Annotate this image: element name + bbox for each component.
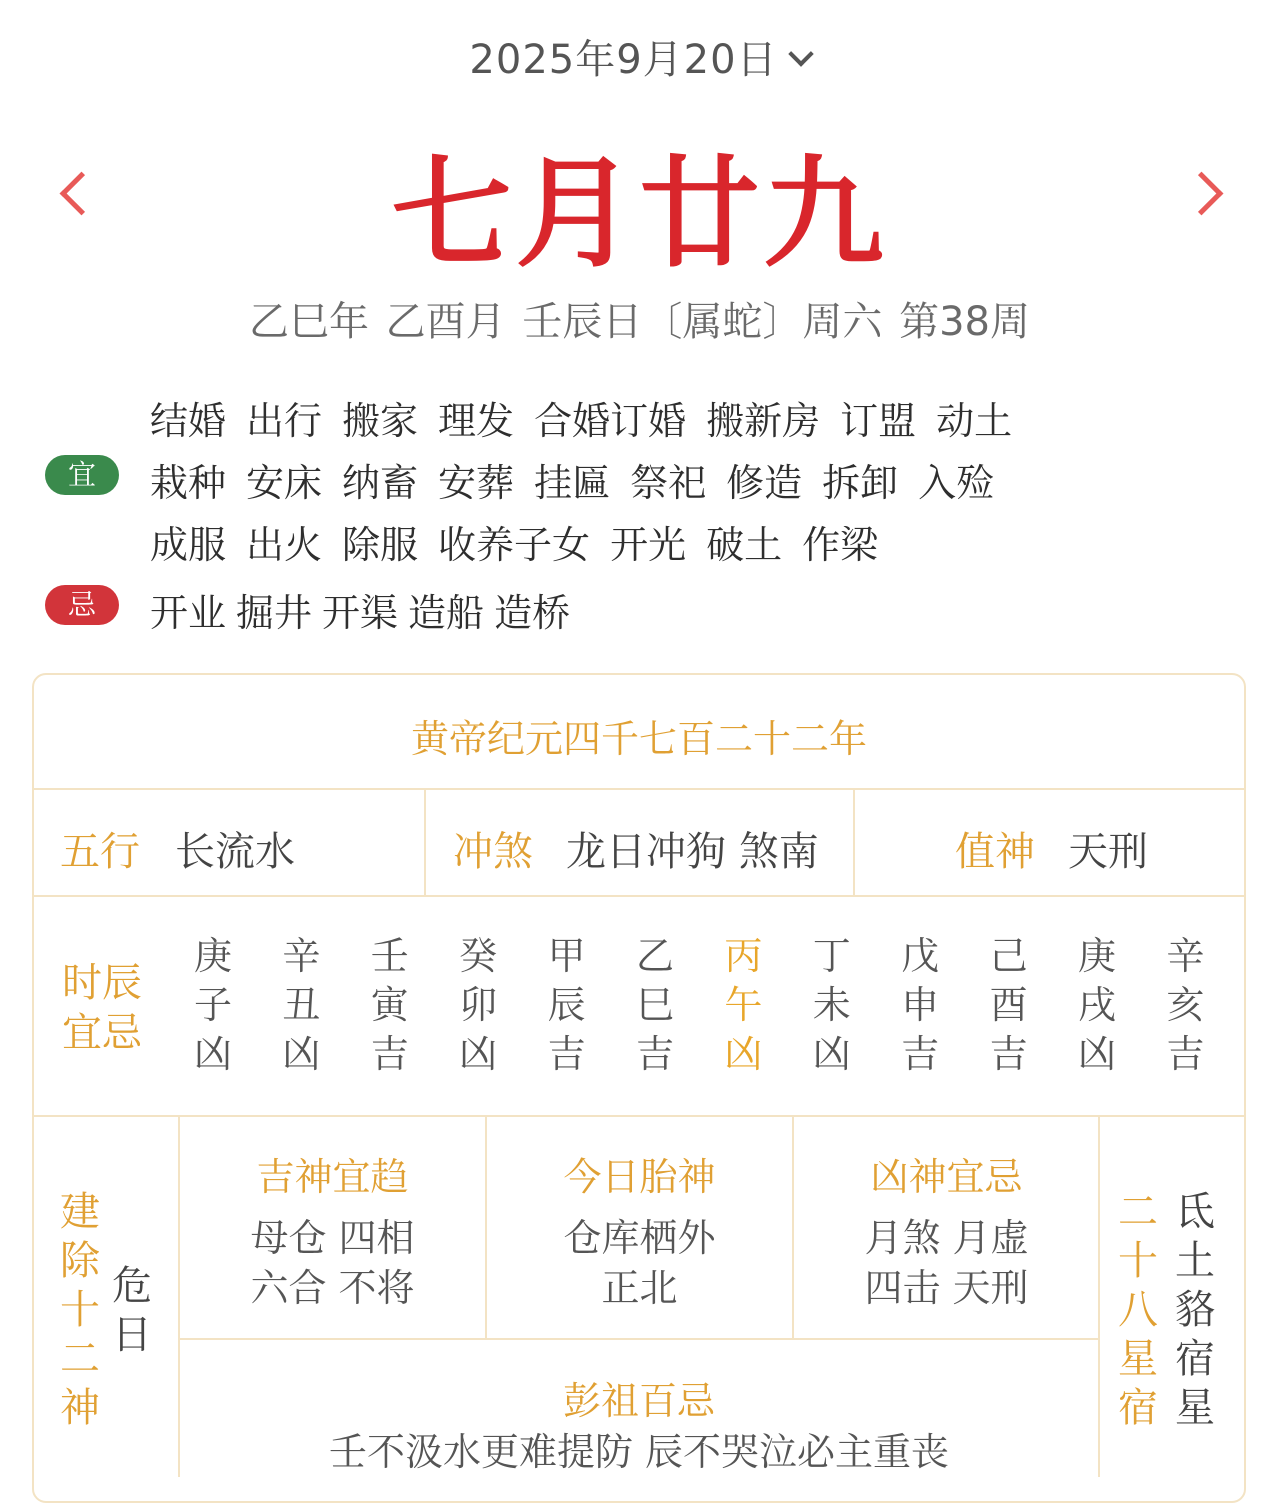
- yi-item: 搬新房: [706, 399, 821, 443]
- hour-branch: 巳: [635, 983, 674, 1027]
- lunar-date: 七月廿九: [391, 143, 888, 284]
- yi-item: 出火: [246, 523, 323, 567]
- hour-stem: 辛: [1166, 934, 1205, 978]
- ganzhi-line: 乙巳年 乙酉月 壬辰日〔属蛇〕周六 第38周: [248, 299, 1031, 345]
- xingxiu-label-char: 八: [1118, 1287, 1158, 1333]
- yi-line-3: [150, 514, 898, 569]
- divider: [33, 895, 1245, 897]
- hour-column: [802, 932, 862, 1079]
- jianchu-label-char: 建: [60, 1189, 100, 1235]
- divider: [853, 790, 855, 895]
- zhishen-label: 值神: [955, 829, 1035, 875]
- hour-column: [537, 932, 597, 1079]
- hour-branch: 丑: [282, 983, 321, 1027]
- divider: [424, 790, 426, 895]
- hour-branch: 卯: [459, 983, 498, 1027]
- xingxiu-label-char: 宿: [1118, 1385, 1158, 1431]
- hour-stem: 戊: [901, 934, 940, 978]
- hours-label-line: 时辰: [62, 960, 142, 1006]
- hour-column: [271, 932, 331, 1079]
- xingxiu-value-char: 宿: [1175, 1336, 1215, 1382]
- xiongshen-title: 凶神宜忌: [870, 1155, 1023, 1199]
- hour-luck: 吉: [635, 1032, 674, 1076]
- date-picker[interactable]: [0, 28, 1279, 85]
- yi-item: 安葬: [438, 461, 515, 505]
- yi-item: 作梁: [802, 523, 879, 567]
- hour-branch: 戌: [1077, 983, 1116, 1027]
- yi-item: 开光: [610, 523, 687, 567]
- ji-item: 造船: [408, 591, 485, 635]
- xingxiu-value: [1173, 1188, 1217, 1433]
- ji-item: 造桥: [494, 591, 571, 635]
- jianchu-label-char: 除: [60, 1238, 100, 1284]
- yi-line-2: [150, 452, 1014, 507]
- hour-luck: 凶: [193, 1032, 232, 1076]
- xingxiu-value-char: 氐: [1175, 1189, 1215, 1235]
- hour-stem: 甲: [547, 934, 586, 978]
- hour-branch: 午: [724, 983, 763, 1027]
- wuxing-label: 五行: [60, 829, 140, 875]
- jishen-body: [180, 1213, 485, 1313]
- hour-column: [183, 932, 243, 1079]
- zhishen-value: 天刑: [1068, 829, 1148, 875]
- yi-item: 成服: [150, 523, 227, 567]
- yi-item: 订盟: [840, 399, 917, 443]
- hour-stem: 癸: [459, 934, 498, 978]
- xiongshen-body: [794, 1213, 1099, 1313]
- hour-luck: 吉: [901, 1032, 940, 1076]
- taishen-line: 仓库栖外: [563, 1216, 716, 1260]
- yi-item: 纳畜: [342, 461, 419, 505]
- xiongshen-line: 四击 天刑: [864, 1266, 1029, 1310]
- xingxiu-label: [1116, 1188, 1160, 1433]
- hour-stem: 己: [989, 934, 1028, 978]
- hour-luck: 吉: [370, 1032, 409, 1076]
- hour-column: [979, 932, 1039, 1079]
- hour-luck: 凶: [812, 1032, 851, 1076]
- jianchu-value-char: 危: [112, 1263, 152, 1309]
- yi-line-1: [150, 390, 1032, 445]
- xingxiu-label-char: 十: [1118, 1238, 1158, 1284]
- xingxiu-label-char: 星: [1118, 1336, 1158, 1382]
- divider: [33, 1115, 1245, 1117]
- hour-luck: 凶: [459, 1032, 498, 1076]
- hour-stem: 乙: [635, 934, 674, 978]
- xingxiu-value-char: 星: [1175, 1385, 1215, 1431]
- pengzu-text: 壬不汲水更难提防 辰不哭泣必主重丧: [328, 1430, 950, 1474]
- hour-luck: 吉: [1166, 1032, 1205, 1076]
- divider: [33, 788, 1245, 790]
- hour-branch: 申: [901, 983, 940, 1027]
- yi-item: 修造: [726, 461, 803, 505]
- hour-stem: 丙: [724, 934, 763, 978]
- yi-item: 出行: [246, 399, 323, 443]
- solar-date: 2025年9月20日: [469, 37, 778, 83]
- yi-item: 安床: [246, 461, 323, 505]
- chongsha-label: 冲煞: [453, 829, 533, 875]
- hour-stem: 辛: [282, 934, 321, 978]
- xingxiu-value-char: 土: [1175, 1238, 1215, 1284]
- yi-item: 祭祀: [630, 461, 707, 505]
- yi-item: 拆卸: [822, 461, 899, 505]
- taishen-title: 今日胎神: [563, 1155, 716, 1199]
- jianchu-label: [58, 1188, 102, 1433]
- jianchu-label-char: 十: [60, 1287, 100, 1333]
- ji-badge: 忌: [45, 585, 119, 625]
- ji-item: 开渠: [322, 591, 399, 635]
- era-title: 黄帝纪元四千七百二十二年: [410, 717, 867, 761]
- ji-item: 开业: [150, 591, 227, 635]
- hours-label: [62, 958, 142, 1058]
- yi-item: 合婚订婚: [534, 399, 687, 443]
- hour-stem: 丁: [812, 934, 851, 978]
- yi-item: 理发: [438, 399, 515, 443]
- hour-branch: 子: [193, 983, 232, 1027]
- jishen-line: 母仓 四相: [250, 1216, 415, 1260]
- jishen-title: 吉神宜趋: [256, 1155, 409, 1199]
- hour-luck: 凶: [724, 1032, 763, 1076]
- hour-stem: 壬: [370, 934, 409, 978]
- xiongshen-line: 月煞 月虚: [864, 1216, 1029, 1260]
- hour-luck: 凶: [1077, 1032, 1116, 1076]
- yi-item: 除服: [342, 523, 419, 567]
- hour-column: [890, 932, 950, 1079]
- hour-branch: 寅: [370, 983, 409, 1027]
- chongsha-value: 龙日冲狗 煞南: [566, 829, 819, 875]
- taishen-body: [487, 1213, 792, 1313]
- hour-column: [360, 932, 420, 1079]
- yi-item: 动土: [936, 399, 1013, 443]
- yi-item: 栽种: [150, 461, 227, 505]
- hour-branch: 辰: [547, 983, 586, 1027]
- jishen-line: 六合 不将: [250, 1266, 415, 1310]
- hour-branch: 酉: [989, 983, 1028, 1027]
- hour-luck: 吉: [547, 1032, 586, 1076]
- yi-item: 破土: [706, 523, 783, 567]
- jianchu-label-char: 二: [60, 1336, 100, 1382]
- hour-branch: 亥: [1166, 983, 1205, 1027]
- xingxiu-value-char: 貉: [1175, 1287, 1215, 1333]
- hour-stem: 庚: [193, 934, 232, 978]
- yi-badge: 宜: [45, 455, 119, 495]
- hour-branch: 未: [812, 983, 851, 1027]
- chevron-down-icon: [788, 41, 813, 66]
- hour-column: [713, 932, 773, 1079]
- jianchu-value: [110, 1262, 154, 1360]
- hour-column: [625, 932, 685, 1079]
- pengzu-title: 彭祖百忌: [562, 1379, 715, 1423]
- jianchu-value-char: 日: [112, 1312, 152, 1358]
- hour-luck: 凶: [282, 1032, 321, 1076]
- yi-item: 结婚: [150, 399, 227, 443]
- jianchu-label-char: 神: [60, 1385, 100, 1431]
- yi-item: 入殓: [918, 461, 995, 505]
- wuxing-value: 长流水: [175, 829, 295, 875]
- divider: [180, 1338, 1098, 1340]
- hours-label-line: 宜忌: [62, 1010, 142, 1056]
- ji-item: 掘井: [236, 591, 313, 635]
- hour-column: [1155, 932, 1215, 1079]
- hour-column: [1067, 932, 1127, 1079]
- ji-line: [150, 582, 590, 637]
- hour-luck: 吉: [989, 1032, 1028, 1076]
- taishen-line: 正北: [601, 1266, 678, 1310]
- yi-item: 挂匾: [534, 461, 611, 505]
- hour-column: [448, 932, 508, 1079]
- hour-stem: 庚: [1077, 934, 1116, 978]
- xingxiu-label-char: 二: [1118, 1189, 1158, 1235]
- yi-item: 搬家: [342, 399, 419, 443]
- yi-item: 收养子女: [438, 523, 591, 567]
